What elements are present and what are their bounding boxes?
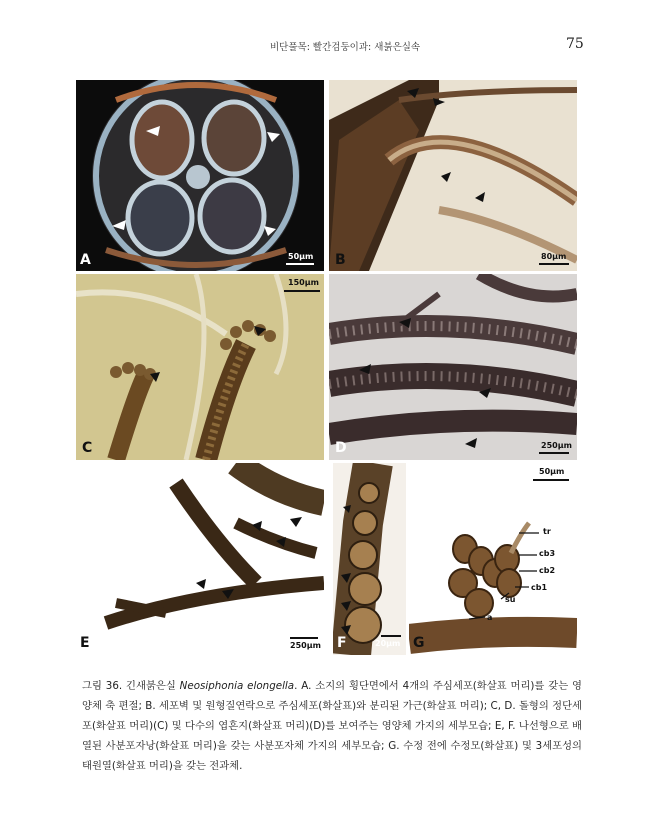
scale-label-e: 250μm — [290, 641, 321, 650]
annotation-cb2: cb2 — [539, 566, 556, 575]
micrograph-a — [76, 80, 324, 271]
scale-bar-c — [284, 290, 320, 292]
figure-panel-c — [76, 274, 324, 460]
scale-bar-b — [539, 263, 569, 265]
scale-bar-a — [286, 263, 314, 265]
micrograph-b — [329, 80, 577, 271]
annotation-a: a — [487, 613, 493, 622]
caption-body: . A. 소지의 횡단면에서 4개의 주심세포(화살표 머리)를 갖는 영양체 축 편절; B. 세포벽 및 원형질연락으로 주심세포(화살표)와 분리된 가근(화살표 머리); C, D. 돌형의 정단세포(화살표 머리)(C) 및 다수의 엽흔지(화살표 머리)(D)를 보여주는 영양체 가지의 세부모습; E, F. 나선형으로 배열된 사분포자낭(화살표 머리)을 갖는 사분포자체 가지의 세부모습; G. 수정 전에 수정모(화살표) 및 3세포성의 태원열(화살표 머리)을 갖는 전과체. — [82, 680, 582, 772]
figure-panel-b — [329, 80, 577, 271]
panel-label-c: C — [82, 440, 93, 456]
panel-label-e: E — [80, 635, 90, 651]
micrograph-c — [76, 274, 324, 460]
annotation-su: su — [505, 595, 516, 604]
micrograph-g — [409, 463, 577, 655]
scale-label-c: 150μm — [288, 278, 319, 287]
annotation-tr: tr — [543, 527, 551, 536]
figure-caption — [82, 676, 582, 776]
scale-label-d: 250μm — [541, 441, 572, 450]
annotation-cb3: cb3 — [539, 549, 556, 558]
panel-label-b: B — [335, 252, 346, 268]
scale-label-b: 80μm — [541, 252, 567, 261]
annotation-cb1: cb1 — [531, 583, 548, 592]
running-header — [0, 36, 652, 56]
scale-label-f: 20μm — [375, 639, 401, 648]
caption-species: Neosiphonia elongella — [179, 680, 295, 692]
scale-bar-f — [381, 635, 401, 637]
micrograph-f — [333, 463, 406, 655]
scale-label-a: 50μm — [288, 252, 314, 261]
panel-label-d: D — [335, 440, 347, 456]
panel-label-f: F — [337, 635, 347, 651]
figure-panel-f — [333, 463, 406, 655]
micrograph-d — [329, 274, 577, 460]
micrograph-e — [76, 463, 324, 655]
scale-bar-e — [290, 637, 318, 639]
scale-bar-d — [539, 452, 569, 454]
page-number: 75 — [566, 36, 584, 52]
figure-panel-a — [76, 80, 324, 271]
figure-panel-e — [76, 463, 324, 655]
figure-panel-g — [409, 463, 577, 655]
panel-label-g: G — [413, 635, 425, 651]
caption-prefix: 그림 36. 긴새붉은실 — [82, 680, 180, 692]
scale-bar-g — [533, 479, 569, 481]
scale-label-g: 50μm — [539, 467, 565, 476]
header-title: 비단풀목: 빨간검둥이과: 새붉은실속 — [270, 42, 421, 53]
panel-label-a: A — [80, 252, 91, 268]
figure-panel-d — [329, 274, 577, 460]
